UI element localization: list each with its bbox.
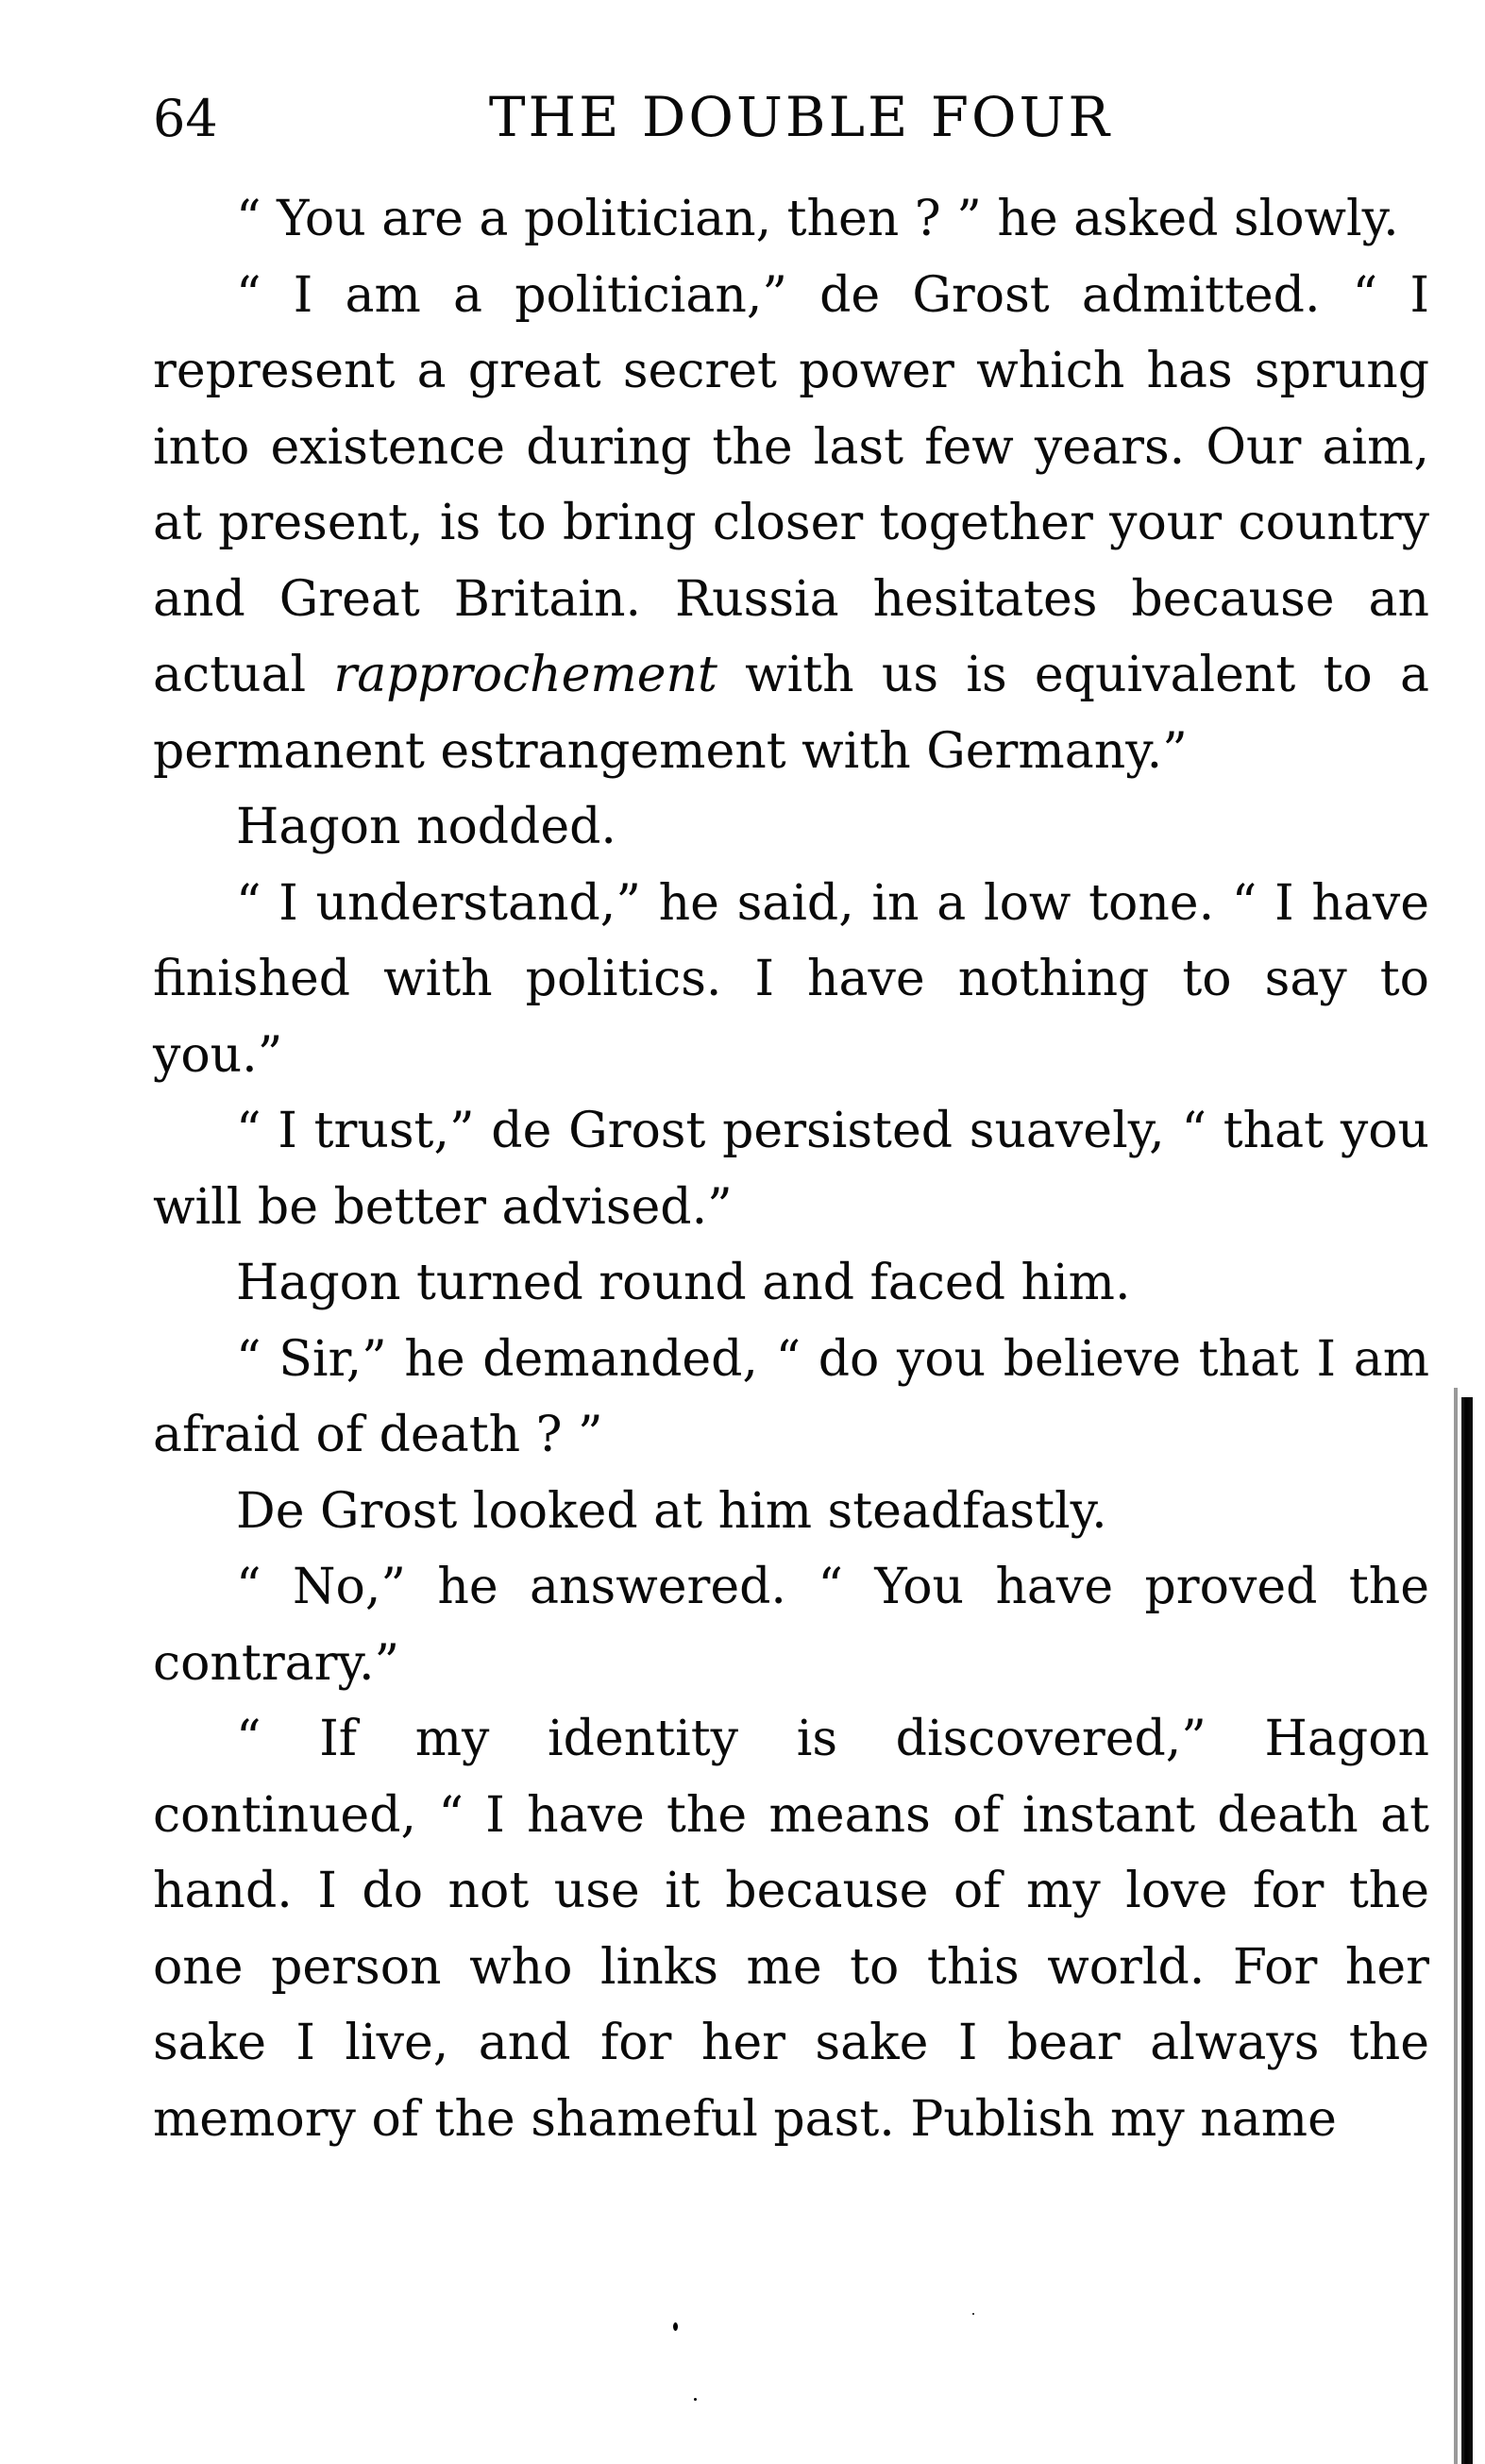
paragraph: “ I understand,” he said, in a low tone. “ I have finished with politics. I have nothing to say to you.”	[153, 874, 1429, 1084]
paragraph: De Grost looked at him steadfastly.	[236, 1482, 1107, 1540]
paragraph: Hagon turned round and faced him.	[236, 1255, 1131, 1311]
paragraph: Hagon nodded.	[236, 799, 616, 855]
italic-word: rapprochement	[333, 647, 717, 703]
page-number: 64	[153, 89, 218, 148]
page-edge-shading	[1454, 1388, 1458, 2464]
paragraph: “ Sir,” he demanded, “ do you believe that I am afraid of death ? ”	[153, 1330, 1429, 1463]
print-speck	[972, 2313, 974, 2315]
paragraph: “ I trust,” de Grost persisted suavely, “ that you will be better advised.”	[153, 1103, 1429, 1236]
print-speck	[694, 2398, 697, 2401]
print-speck	[673, 2322, 678, 2331]
page-header	[153, 83, 1429, 159]
paragraph: “ No,” he answered. “ You have proved the contrary.”	[153, 1559, 1429, 1692]
paragraph: “ You are a politician, then ? ” he asked slowly.	[236, 191, 1399, 247]
running-title: THE DOUBLE FOUR	[488, 85, 1113, 149]
body-text	[153, 181, 1429, 2157]
paragraph	[153, 258, 1429, 790]
page-edge-shadow	[1461, 1397, 1473, 2464]
paragraph-text: with us is equivalent to a permanent estrangement with Germany.”	[153, 647, 1429, 780]
paragraph: “ If my identity is discovered,” Hagon continued, “ I have the means of instant death at hand. I do not use it because of my love for the one person who links me to this world. For her sake I live, and for her sake I bear always the memory of the shameful past. Publish my name	[153, 1711, 1429, 2148]
paragraph-text: “ I am a politician,” de Grost admitted. “ I represent a great secret power which has sprung into existence during the last few years. Our aim, at present, is to bring closer together your country and Great Britain. Russia hesitates because an actual	[153, 266, 1429, 703]
